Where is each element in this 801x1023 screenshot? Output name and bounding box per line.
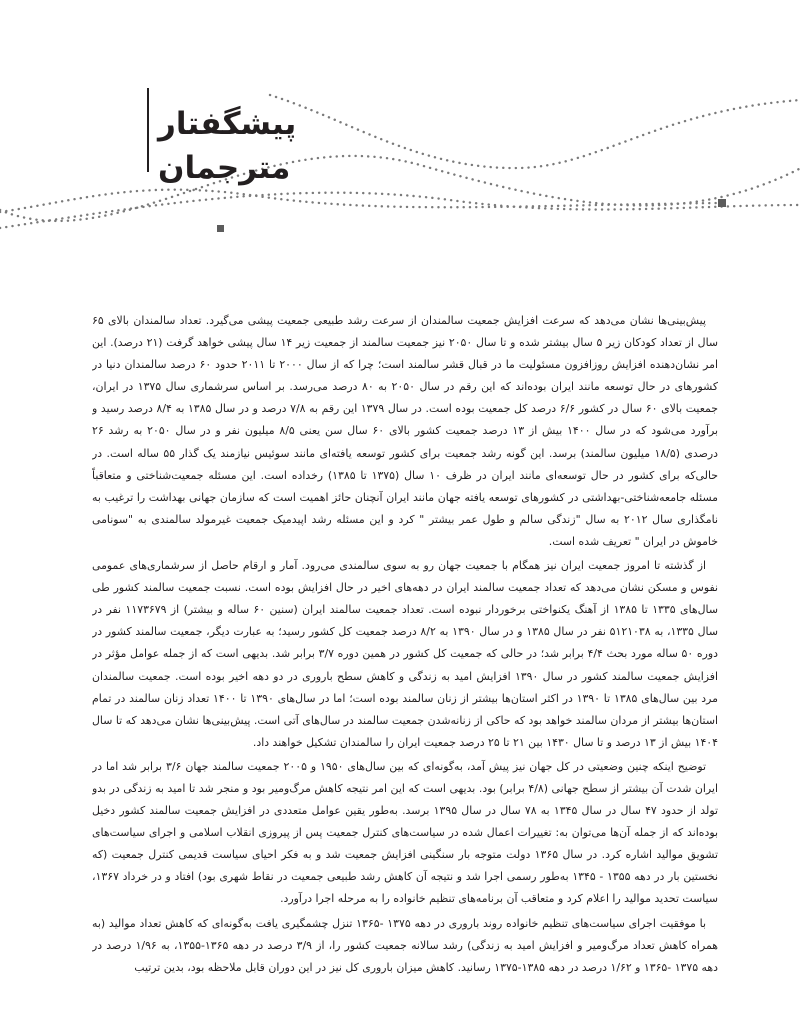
square-marker-icon [718,199,726,207]
paragraph: از گذشته تا امروز جمعیت ایران نیز همگام با جمعیت جهان رو به سوی سالمندی می‌رود. آمار و ارقام حاصل از سرشماری‌های عمومی نفوس و مسکن نشان می‌دهد که تعداد جمعیت سالمند ایران در دهه‌های اخیر در حال افزایش بوده است. نسبت جمعیت سالمند کشور طی سال‌های ۱۳۳۵ تا ۱۳۸۵ از آهنگ یکنواختی برخوردار نبوده است. تعداد جمعیت سالمند ایران (سنین ۶۰ ساله و بیشتر) از ۱۱۷۳۶۷۹ نفر در سال ۱۳۳۵، به ۵۱۲۱۰۳۸ نفر در سال ۱۳۸۵ و در سال ۱۳۹۰ به ۸/۲ درصد جمعیت کل کشور رسید؛ به عبارت دیگر، جمعیت سالمند کشور در دوره ۵۰ ساله مورد بحث ۴/۴ برابر شد؛ در حالی که جمعیت کل کشور در همین دوره ۳/۷ برابر شد. بدیهی است که از جمله عوامل مؤثر در افزایش جمعیت سالمند کشور در سال ۱۳۹۰ افزایش امید به زندگی و کاهش سطح باروری در دو دهه اخیر بوده است. جمعیت سالمندان مرد بین سال‌های ۱۳۸۵ تا ۱۳۹۰ در اکثر استان‌ها بیشتر از زنان سالمند بوده است؛ اما در سال‌های ۱۳۹۰ تا ۱۴۰۰ تعداد زنان سالمند در تمام استان‌ها بیشتر از مردان سالمند خواهد بود که حاکی از زنانه‌شدن جمعیت سالمند در سال‌های آتی است. پیش‌بینی‌ها نشان می‌دهد که تا سال ۱۴۰۴ بیش از ۱۳ درصد و تا سال ۱۴۳۰ بین ۲۱ تا ۲۵ درصد جمعیت ایران را سالمندان تشکیل خواهند داد. [92,559,718,749]
chapter-header [0,0,801,260]
dotted-wave-line [0,193,801,228]
paragraph: پیش‌بینی‌ها نشان می‌دهد که سرعت افزایش جمعیت سالمندان از سرعت رشد طبیعی جمعیت پیشی می‌گیرد. تعداد سالمندان بالای ۶۵ سال از تعداد کودکان زیر ۵ سال بیشتر شده و تا سال ۲۰۵۰ نیز جمعیت سالمند از جمعیت زیر ۱۴ سال پیشی خواهد گرفت (۲۱ درصد). این امر نشان‌دهنده افزایش روزافزون مسئولیت ما در قبال قشر سالمند است؛ چرا که از سال ۲۰۰۰ تا ۲۰۱۱ حدود ۶۰ درصد سالمندان دنیا در کشورهای در حال توسعه مانند ایران بوده‌اند که این رقم در سال ۲۰۵۰ به ۸۰ درصد می‌رسد. بر اساس سرشماری سال ۱۳۷۵ در ایران، جمعیت بالای ۶۰ سال در کشور ۶/۶ درصد کل جمعیت بوده است. در سال ۱۳۷۹ این رقم به ۷/۸ درصد و در سال ۱۳۸۵ به ۸/۴ درصد رسید و برآورد می‌شود که در سال ۱۴۰۰ بیش از ۱۳ درصد جمعیت کشور بالای ۶۰ سال سن یعنی ۸/۵ میلیون نفر و در سال ۲۰۵۰ به رشد ۲۶ درصدی (۱۸/۵ میلیون سالمند) برسد. این گونه رشد جمعیت برای کشور توسعه یافته‌ای مانند سوئیس نیازمند یک گذار ۵۵ ساله است. در حالی‌که برای کشور در حال توسعه‌ای مانند ایران در ظرف ۱۰ سال (۱۳۷۵ تا ۱۳۸۵) رخداده است. این مسئله جمعیت‌شناختی و متعاقباً مسئله جامعه‌شناختی-بهداشتی در کشورهای توسعه یافته جهان مانند ایران آنچنان حائز اهمیت است که سازمان جهانی بهداشت را ترغیب به نامگذاری سال ۲۰۱۲ به سال "زندگی سالم و طول عمر بیشتر " کرد و این مسئله رشد اپیدمیک جمعیت غیرمولد سالمندی به "سونامی خاموش در ایران " تعریف شده است. [92,314,718,548]
square-marker-icon [217,225,224,232]
body-text [92,310,718,1023]
title-vertical-rule [147,88,149,172]
dotted-wave-line [0,190,722,212]
paragraph: با موفقیت اجرای سیاست‌های تنظیم خانواده روند باروری در دهه ۱۳۷۵ -۱۳۶۵ تنزل چشمگیری یافت به‌گونه‌ای که کاهش تعداد موالید (به همراه کاهش تعداد مرگ‌ومیر و افزایش امید به زندگی) رشد سالانه جمعیت کشور را، از ۳/۹ درصد در دهه ۱۳۶۵-۱۳۵۵، به ۱/۹۶ درصد در دهه ۱۳۷۵ -۱۳۶۵ و ۱/۶۲ درصد در دهه ۱۳۸۵-۱۳۷۵ رسانید. کاهش میزان باروری کل نیز در این دوران قابل ملاحظه بود، بدین ترتیب [92,916,718,974]
paragraph: توضیح اینکه چنین وضعیتی در کل جهان نیز پیش آمد، به‌گونه‌ای که بین سال‌های ۱۹۵۰ و ۲۰۰۵ جمعیت سالمند جهان ۳/۶ برابر شد اما در ایران شدت آن بیشتر از سطح جهانی (۴/۸ برابر) بود. بدیهی است که این امر نتیجه کاهش مرگ‌ومیر بود و منجر شد تا امید به زندگی در بدو تولد از حدود ۴۷ سال در سال ۱۳۴۵ به ۷۸ سال در سال ۱۳۹۵ برسد. به‌طور یقین عوامل متعددی در افزایش جمعیت سالمند کشور دخیل بوده‌اند که از جمله آن‌ها می‌توان به: تغییرات اعمال شده در سیاست‌های کنترل جمعیت پس از پیروزی انقلاب اسلامی و اجرای سیاست‌های تشویق موالید اشاره کرد. در سال ۱۳۶۵ دولت متوجه بار سنگینی افزایش جمعیت شد و به فکر احیای سیاست قدیمی کنترل جمعیت (که نخستین بار در دهه ۱۳۵۵ - ۱۳۴۵ به‌طور رسمی اجرا شد و نتیجه آن کاهش رشد طبیعی جمعیت در نقاط شهری بود) افتاد و در خرداد ۱۳۶۷، سیاست تحدید موالید را اعلام کرد و متعاقب آن برنامه‌های تنظیم خانواده را به مرحله اجرا درآورد. [92,759,718,906]
page-title: پیشگفتار مترجمان [158,106,297,186]
